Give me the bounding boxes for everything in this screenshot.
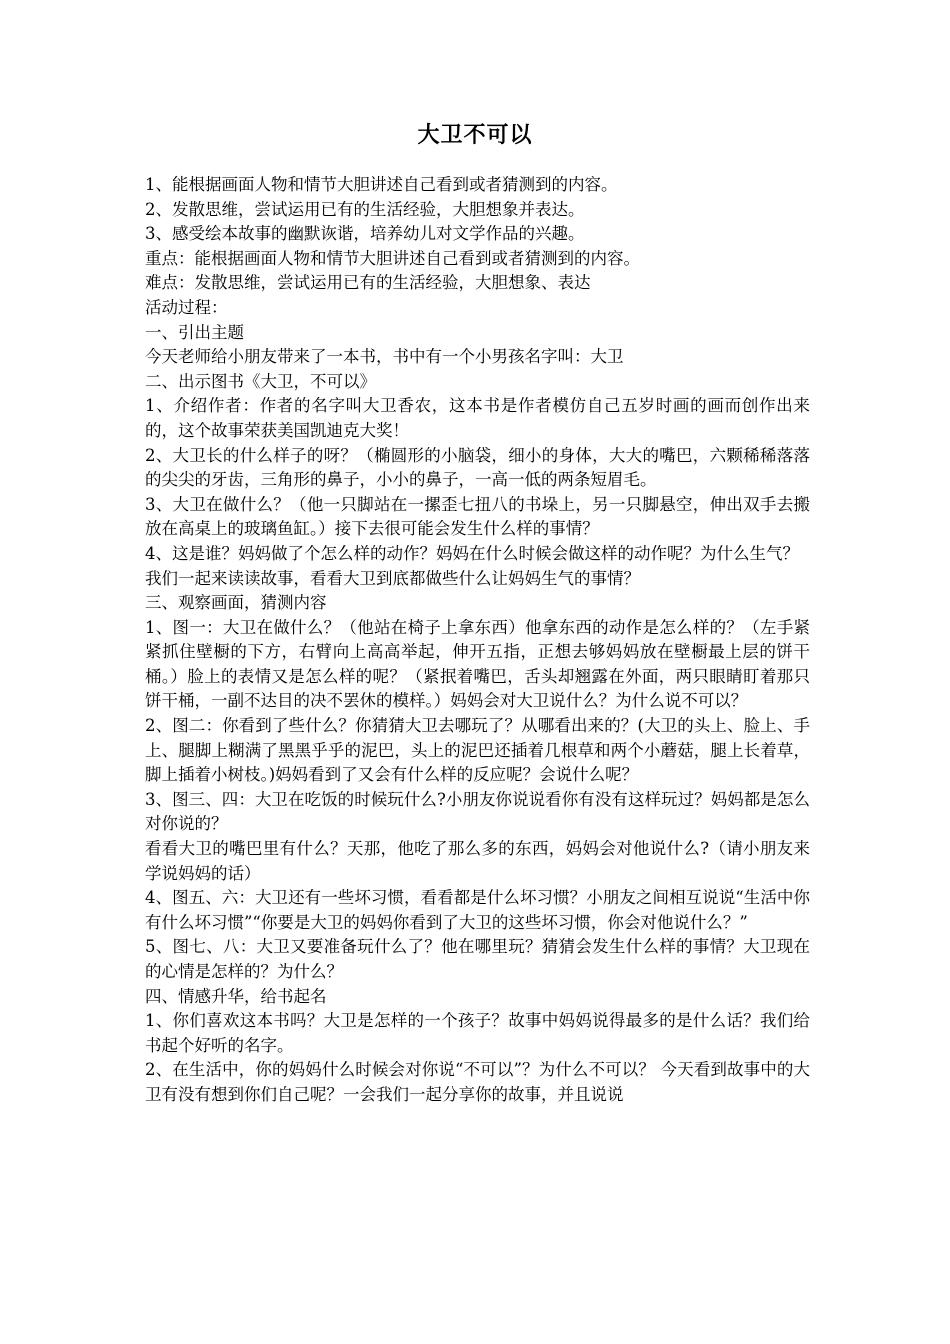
body-paragraph: 1、图一：大卫在做什么？（他站在椅子上拿东西）他拿东西的动作是怎么样的？（左手紧紧抓住壁橱的下方，右臂向上高高举起，伸开五指，正想去够妈妈放在壁橱最上层的饼干桶。）脸上的表情又是怎么样的呢？（紧抿着嘴巴，舌头却翘露在外面，两只眼睛盯着那只饼干桶，一副不达目的决不罢休的模样。）妈妈会对大卫说什么？为什么说不可以？ — [145, 617, 810, 711]
body-paragraph: 4、这是谁？妈妈做了个怎么样的动作？妈妈在什么时候会做这样的动作呢？为什么生气？ — [145, 543, 799, 563]
body-paragraph: 4、图五、六：大卫还有一些坏习惯，看看都是什么坏习惯？小朋友之间相互说说“生活中你有什么坏习惯”“你要是大卫的妈妈你看到了大卫的这些坏习惯，你会对他说什么？” — [145, 888, 810, 932]
section-heading: 二、出示图书《大卫，不可以》 — [145, 371, 376, 391]
body-paragraph: 我们一起来读读故事，看看大卫到底都做些什么让妈妈生气的事情？ — [145, 568, 640, 588]
document-body — [145, 173, 810, 1108]
body-paragraph: 2、图二：你看到了些什么？你猜猜大卫去哪玩了？从哪看出来的？(大卫的头上、脸上、手上、腿脚上糊满了黑黑乎乎的泥巴，头上的泥巴还插着几根草和两个小蘑菇，腿上长着草，脚上插着小树枝。)妈妈看到了又会有什么样的反应呢？会说什么呢？ — [145, 716, 810, 785]
section-heading: 活动过程： — [145, 297, 228, 317]
section-heading: 三、观察画面，猜测内容 — [145, 593, 327, 613]
section-heading: 四、情感升华，给书起名 — [145, 986, 327, 1006]
difficulty-paragraph: 难点：发散思维，尝试运用已有的生活经验，大胆想象、表达 — [145, 273, 591, 293]
section-heading: 一、引出主题 — [145, 322, 244, 342]
body-paragraph: 2、在生活中，你的妈妈什么时候会对你说“不可以”？为什么不可以？ 今天看到故事中的大卫有没有想到你们自己呢？一会我们一起分享你的故事，并且说说 — [145, 1060, 810, 1104]
body-paragraph: 2、大卫长的什么样子的呀？（椭圆形的小脑袋，细小的身体，大大的嘴巴，六颗稀稀落落的尖尖的牙齿，三角形的鼻子，小小的鼻子，一高一低的两条短眉毛。 — [145, 445, 810, 490]
body-paragraph: 1、介绍作者：作者的名字叫大卫香农，这本书是作者模仿自己五岁时画的画而创作出来的，这个故事荣获美国凯迪克大奖！ — [145, 396, 810, 440]
body-paragraph: 今天老师给小朋友带来了一本书，书中有一个小男孩名字叫：大卫 — [145, 347, 624, 367]
body-paragraph: 看看大卫的嘴巴里有什么？天那，他吃了那么多的东西，妈妈会对他说什么?（请小朋友来学说妈妈的话） — [145, 839, 810, 883]
body-paragraph: 1、你们喜欢这本书吗？大卫是怎样的一个孩子？故事中妈妈说得最多的是什么话？我们给书起个好听的名字。 — [145, 1011, 810, 1055]
document-title: 大卫不可以 — [417, 123, 533, 148]
objective-paragraph: 2、发散思维，尝试运用已有的生活经验，大胆想象并表达。 — [145, 199, 585, 219]
key-point-paragraph: 重点：能根据画面人物和情节大胆讲述自己看到或者猜测到的内容。 — [145, 248, 640, 268]
body-paragraph: 3、图三、四：大卫在吃饭的时候玩什么?小朋友你说说看你有没有这样玩过？妈妈都是怎么对你说的？ — [145, 789, 810, 834]
body-paragraph: 5、图七、八：大卫又要准备玩什么了？他在哪里玩？猜猜会发生什么样的事情？大卫现在的心情是怎样的？为什么？ — [145, 937, 810, 981]
objective-paragraph: 1、能根据画面人物和情节大胆讲述自己看到或者猜测到的内容。 — [145, 175, 618, 194]
body-paragraph: 3、大卫在做什么？（他一只脚站在一摞歪七扭八的书垛上，另一只脚悬空，伸出双手去搬放在高桌上的玻璃鱼缸。）接下去很可能会发生什么样的事情？ — [145, 494, 810, 539]
objective-paragraph: 3、感受绘本故事的幽默诙谐，培养幼儿对文学作品的兴趣。 — [145, 224, 585, 244]
